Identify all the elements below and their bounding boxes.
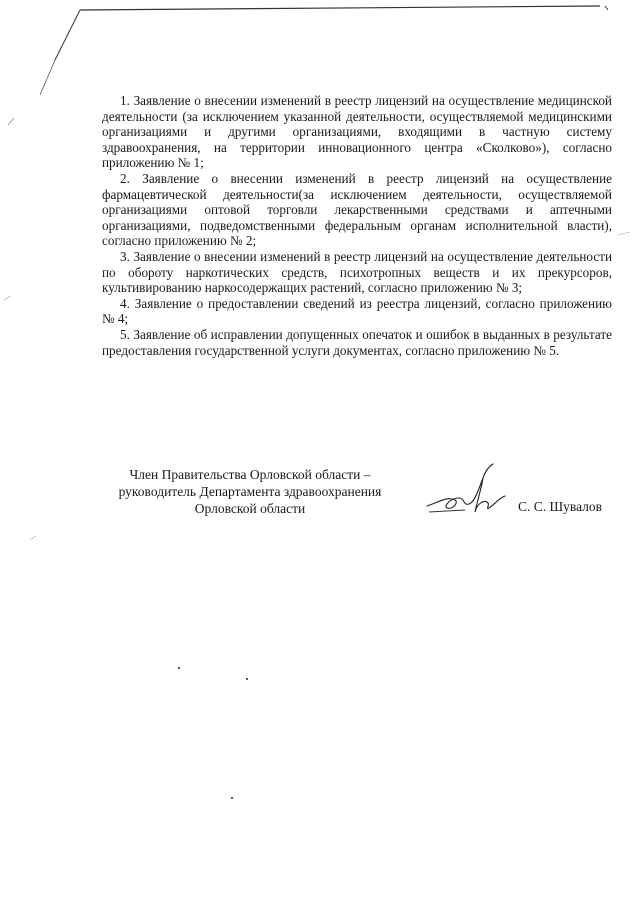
list-item-1: 1. Заявление о внесении изменений в реестр лицензий на осуществление медицинской деятельности (за исключением указанной деятельности, осуществляемой медицинскими организациями и другими организациями, входящими в частную систему здравоохранения, на территории инновационного центра «Сколково»), согласно приложению № 1; xyxy=(102,93,612,171)
list-item-2: 2. Заявление о внесении изменений в реестр лицензий на осуществление фармацевтической деятельности(за исключением деятельности, осуществляемой организациями оптовой торговли лекарственными средствами и аптечными организациями, подведомственными федеральным органам исполнительной власти), согласно приложению № 2; xyxy=(102,170,612,249)
list-item-3: 3. Заявление о внесении изменений в реестр лицензий на осуществление деятельности по обороту наркотических средств, психотропных веществ и их прекурсоров, культивированию наркосодержащих растений, согласно приложению № 3; xyxy=(102,248,612,296)
handwritten-signature xyxy=(425,462,510,522)
scan-speck xyxy=(231,797,233,799)
application-list xyxy=(102,93,612,358)
scan-speck xyxy=(178,667,180,669)
list-item-4: 4. Заявление о предоставлении сведений из реестра лицензий, согласно приложению № 4; xyxy=(102,295,612,327)
signer-name: С. С. Шувалов xyxy=(518,499,603,514)
signatory-title-line2: руководитель Департамента здравоохранения xyxy=(118,484,382,499)
list-item-5: 5. Заявление об исправлении допущенных опечаток и ошибок в выданных в результате предоставления государственной услуги документах, согласно приложению № 5. xyxy=(102,326,612,358)
signatory-title-line3: Орловской области xyxy=(194,501,306,516)
scan-speck xyxy=(246,678,248,680)
signatory-title-line1: Член Правительства Орловской области – xyxy=(129,467,371,482)
signatory-title xyxy=(100,466,400,517)
